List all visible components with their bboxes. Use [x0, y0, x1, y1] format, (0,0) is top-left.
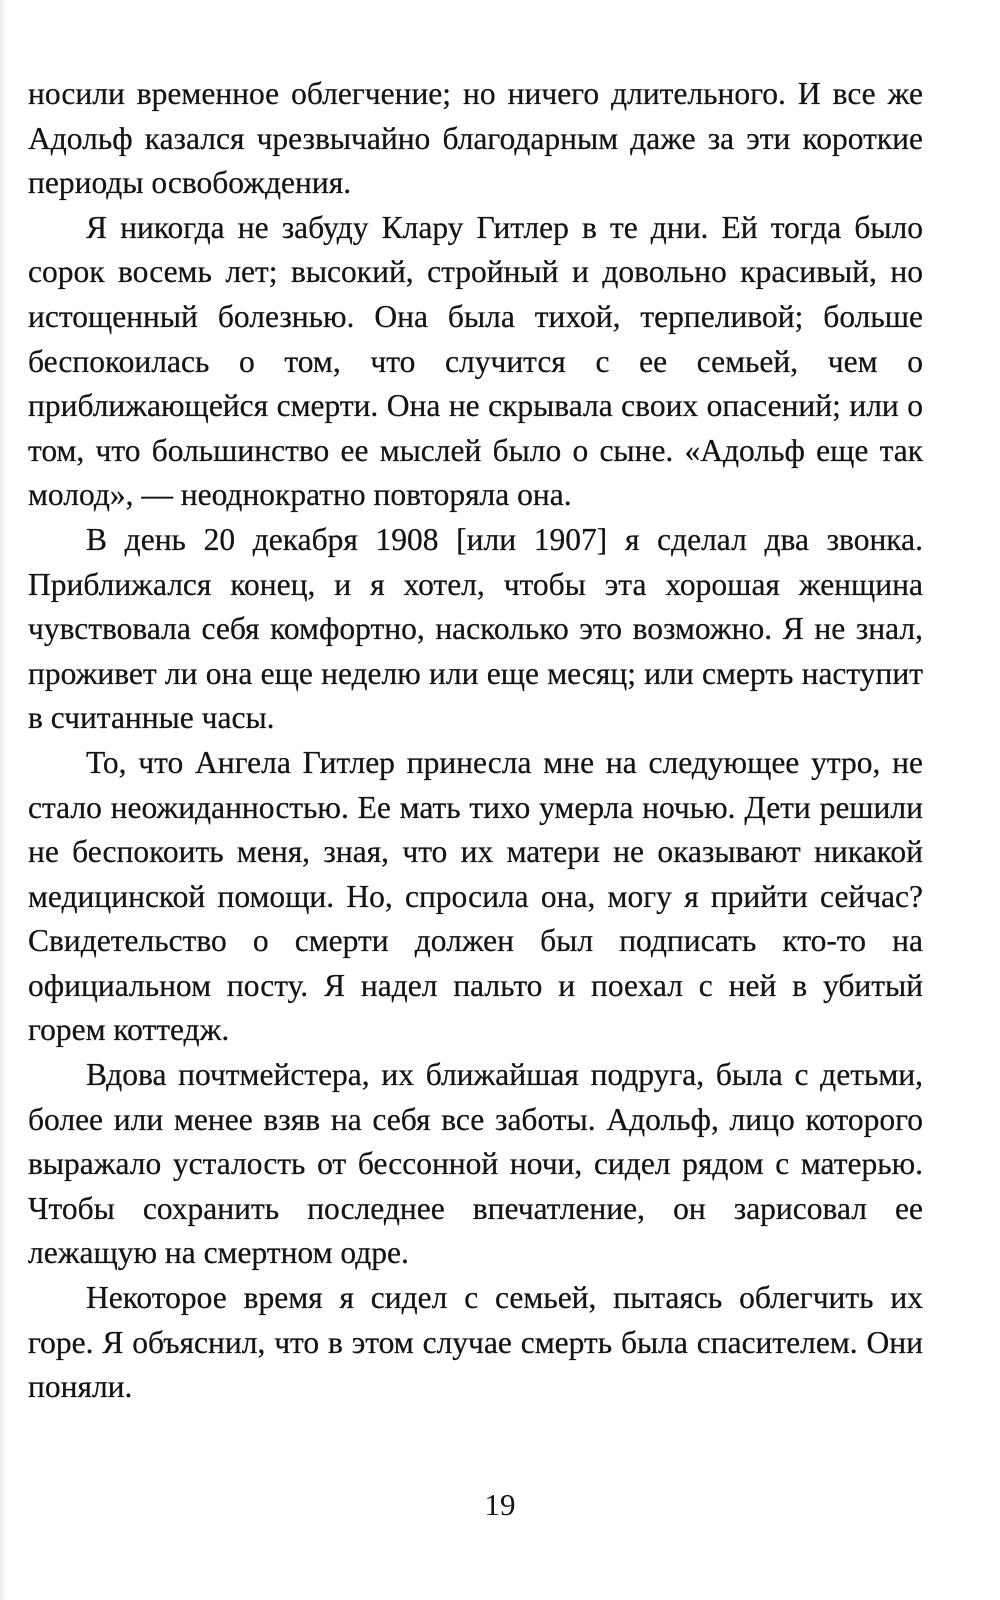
- page-edge-shadow: [0, 0, 6, 1600]
- paragraph-5: Вдова почтмейстера, их ближайшая подруга, была с детьми, более или менее взяв на себя все заботы. Адольф, лицо которого выражало усталость от бессонной ночи, сидел рядом с матерью. Чтобы сохранить последнее впечатление, он зарисовал ее лежащую на смертном одре.: [28, 1057, 923, 1271]
- body-text: [28, 72, 923, 1410]
- paragraph-6: Некоторое время я сидел с семьей, пытаясь облегчить их горе. Я объяснил, что в этом случае смерть была спасителем. Они поняли.: [28, 1280, 923, 1405]
- paragraph-2: Я никогда не забуду Клару Гитлер в те дни. Ей тогда было сорок восемь лет; высокий, стройный и довольно красивый, но истощенный болезнью. Она была тихой, терпеливой; больше беспокоилась о том, что случится с ее семьей, чем о приближающейся смерти. Она не скрывала своих опасений; или о том, что большинство ее мыслей было о сыне. «Адольф еще так молод», — неоднократно повторяла она.: [28, 209, 923, 513]
- paragraph-1: носили временное облегчение; но ничего длительного. И все же Адольф казался чрезвычайно благодарным даже за эти короткие периоды освобождения.: [28, 76, 923, 201]
- paragraph-4: То, что Ангела Гитлер принесла мне на следующее утро, не стало неожиданностью. Ее мать тихо умерла ночью. Дети решили не беспокоить меня, зная, что их матери не оказывают никакой медицинской помощи. Но, спросила она, могу я прийти сейчас? Свидетельство о смерти должен был подписать кто-то на официальном посту. Я надел пальто и поехал с ней в убитый горем коттедж.: [28, 744, 923, 1048]
- page-number: 19: [484, 1487, 516, 1522]
- paragraph-3: В день 20 декабря 1908 [или 1907] я сделал два звонка. Приближался конец, и я хотел, чтобы эта хорошая женщина чувствовала себя комфортно, насколько это возможно. Я не знал, проживет ли она еще неделю или еще месяц; или смерть наступит в считанные часы.: [28, 521, 923, 736]
